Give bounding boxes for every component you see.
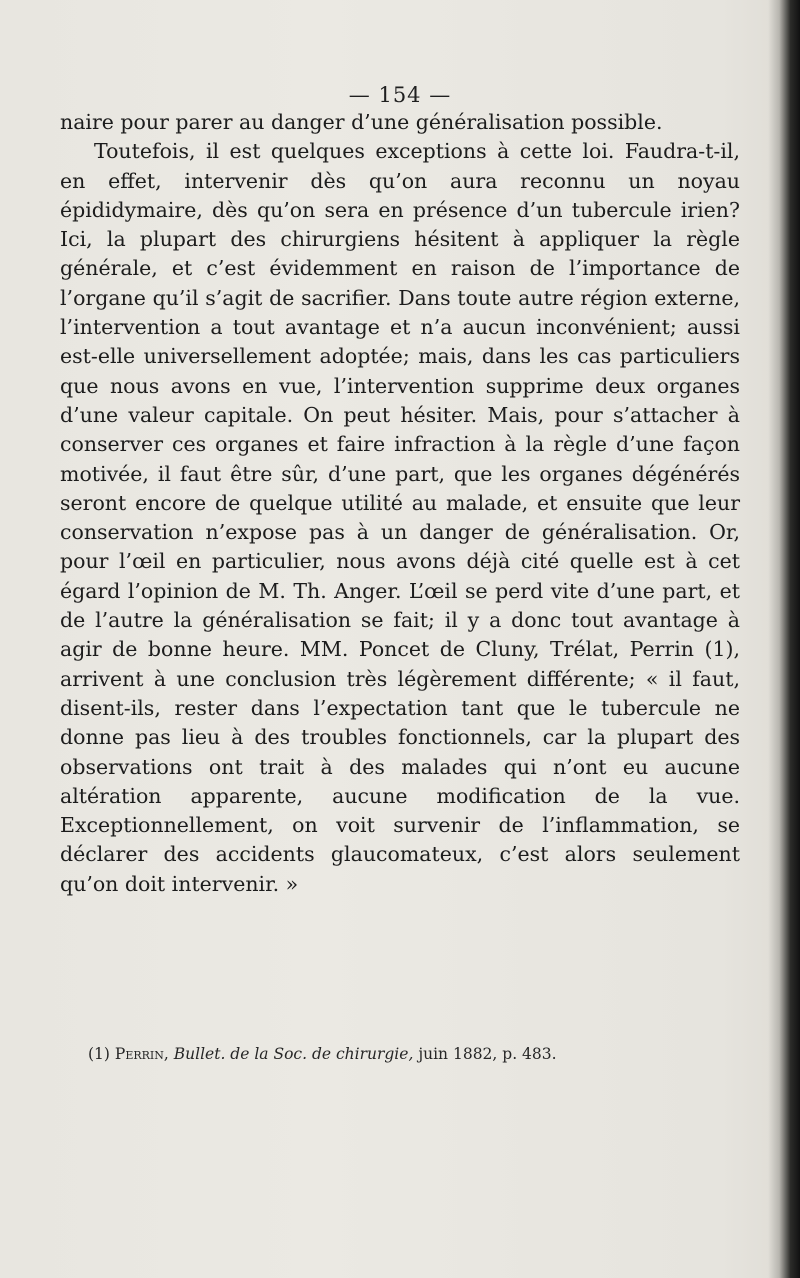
paragraph-exceptions: Toutefois, il est quelques exceptions à cette loi. Faudra-t-il, en effet, intervenir dès qu’on aura reconnu un noyau épididymaire, dès qu’on sera en présence d’un tubercule irien? Ici, la plupart des chirurgiens hésitent à appliquer la règle générale, et c’est évidemment en raison de l’importance de l’organe qu’il s’agit de sacrifier. Dans toute autre région externe, l’intervention a tout avantage et n’a aucun inconvénient; aussi est-elle universellement adoptée; mais, dans les cas particuliers que nous avons en vue, l’intervention supprime deux organes d’une valeur capitale. On peut hésiter. Mais, pour s’attacher à conserver ces organes et faire infraction à la règle d’une façon motivée, il faut être sûr, d’une part, que les organes dégénérés seront encore de quelque utilité au malade, et ensuite que leur conservation n’expose pas à un danger de généralisation. Or, pour l’œil en particulier, nous avons déjà cité quelle est à cet égard l’opinion de M. Th. Anger. L’œil se perd vite d’une part, et de l’autre la généralisation se fait; il y a donc tout avantage à agir de bonne heure. MM. Poncet de Cluny, Trélat, Perrin (1), arrivent à une conclusion très légèrement différente; « il faut, disent-ils, rester dans l’expectation tant que le tubercule ne donne pas lieu à des troubles fonctionnels, car la plupart des observations ont trait à des malades qui n’ont eu aucune altération apparente, aucune modification de la vue. Exceptionnellement, on voit survenir de l’inflammation, se déclarer des accidents glaucomateux, c’est alors seulement qu’on doit intervenir. »	[60, 139, 740, 896]
book-binding-edge	[768, 0, 800, 1278]
footnote-details: juin 1882, p. 483.	[418, 1045, 557, 1063]
page-number-header: — 154 —	[348, 83, 452, 107]
footnote	[88, 1045, 728, 1063]
footnote-journal: Bullet. de la Soc. de chirurgie,	[173, 1045, 414, 1063]
footnote-author: Perrin,	[114, 1045, 169, 1063]
body-text	[60, 108, 740, 899]
footnote-marker: (1)	[88, 1045, 110, 1063]
paragraph-continuation: naire pour parer au danger d’une généralisation possible.	[60, 110, 663, 134]
